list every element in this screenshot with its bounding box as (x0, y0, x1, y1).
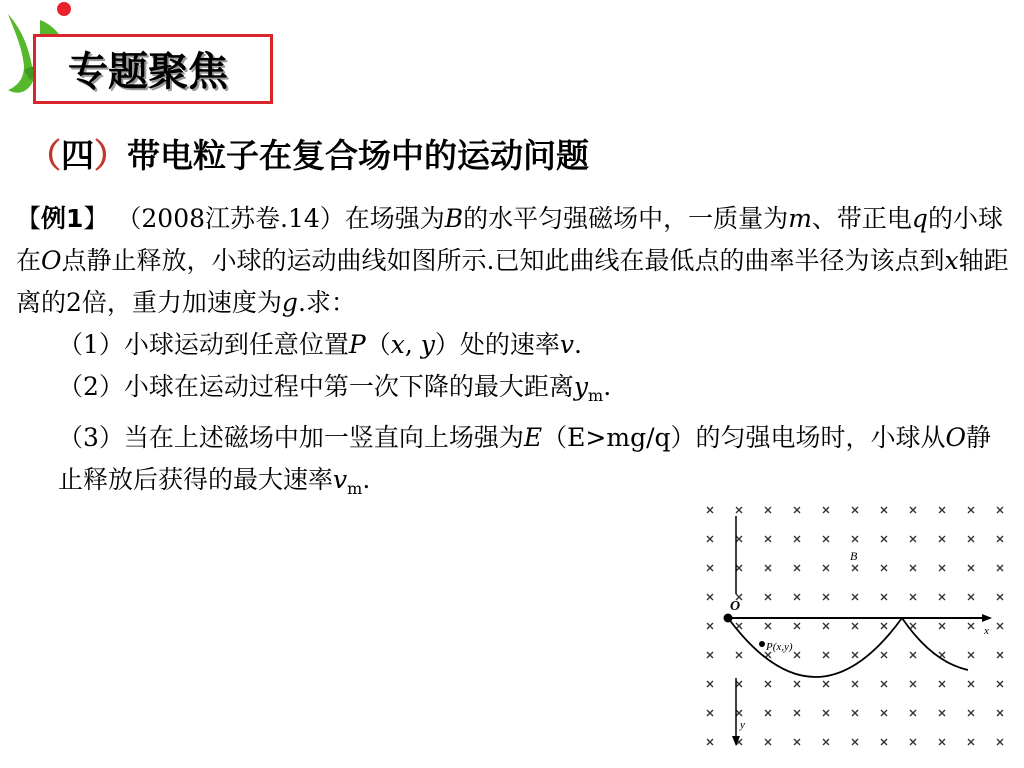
var-B: B (444, 204, 464, 233)
field-cross (852, 565, 858, 571)
field-cross (968, 710, 974, 716)
field-cross (939, 681, 945, 687)
bracket-close: 】 (83, 204, 109, 233)
var-v: v (559, 330, 575, 359)
field-cross (997, 536, 1003, 542)
text-segment: . (362, 465, 371, 494)
field-cross (765, 681, 771, 687)
problem-statement (16, 198, 1016, 324)
field-cross (707, 536, 713, 542)
field-cross (939, 739, 945, 745)
text-segment: 轴距离的2倍，重力加速度为 (16, 246, 1009, 317)
field-cross (881, 739, 887, 745)
field-cross (765, 710, 771, 716)
field-cross (881, 623, 887, 629)
section-title (28, 130, 589, 177)
field-cross (707, 594, 713, 600)
field-cross (881, 536, 887, 542)
field-cross (765, 739, 771, 745)
var-y: y (420, 330, 435, 359)
text-segment: . (603, 372, 612, 401)
field-cross (823, 594, 829, 600)
var-P: P (348, 330, 366, 359)
field-cross (707, 681, 713, 687)
text-segment: . (574, 330, 582, 359)
field-cross (823, 652, 829, 658)
field-cross (881, 507, 887, 513)
label-y: y (740, 719, 745, 731)
text-segment: 在场强为 (344, 204, 445, 233)
question-3 (16, 417, 1016, 510)
text-segment: 、带正电 (811, 204, 912, 233)
field-cross (852, 623, 858, 629)
var-q: q (911, 204, 928, 233)
field-cross (736, 652, 742, 658)
point-P (759, 641, 765, 647)
field-cross (968, 652, 974, 658)
field-cross (997, 565, 1003, 571)
field-cross (823, 565, 829, 571)
section-paren-open: （ (28, 136, 61, 175)
field-cross (736, 536, 742, 542)
section-heading: 带电粒子在复合场中的运动问题 (127, 136, 589, 175)
text-segment: 的小球在 (16, 204, 1003, 275)
field-cross (823, 739, 829, 745)
field-cross (765, 536, 771, 542)
field-cross (823, 681, 829, 687)
field-cross (794, 710, 800, 716)
label-O: O (730, 599, 741, 614)
var-m: m (788, 204, 812, 233)
text-segment: .求： (297, 288, 356, 317)
field-cross (794, 594, 800, 600)
text-segment: ）处的速率 (434, 330, 560, 359)
x-axis-arrow (982, 614, 992, 622)
origin-point (724, 614, 733, 623)
field-cross (968, 507, 974, 513)
field-cross (852, 739, 858, 745)
field-cross (939, 536, 945, 542)
section-paren-close: ） (94, 136, 127, 175)
subscript-m: m (588, 386, 604, 405)
var-x: x (390, 330, 405, 359)
example-label: 例1 (41, 204, 84, 233)
field-cross (852, 652, 858, 658)
field-diagram (700, 500, 1018, 762)
field-cross (910, 739, 916, 745)
field-cross (939, 565, 945, 571)
field-cross (939, 623, 945, 629)
var-y: y (573, 372, 589, 401)
text-segment: （2）小球在运动过程中第一次下降的最大距离 (58, 372, 574, 401)
field-cross (765, 507, 771, 513)
field-cross (707, 710, 713, 716)
field-cross (997, 594, 1003, 600)
field-cross (852, 681, 858, 687)
var-x: x (944, 246, 959, 275)
field-cross (736, 710, 742, 716)
field-cross (910, 507, 916, 513)
text-segment: 的水平匀强磁场中，一质量为 (463, 204, 789, 233)
field-cross (736, 565, 742, 571)
field-cross (794, 681, 800, 687)
field-cross (881, 594, 887, 600)
field-cross (910, 536, 916, 542)
field-cross (939, 507, 945, 513)
text-segment: 静止释放后获得的最大速率 (58, 423, 992, 494)
field-cross (852, 507, 858, 513)
field-cross (910, 623, 916, 629)
var-O: O (41, 246, 62, 275)
field-cross (707, 507, 713, 513)
problem-source: （2008江苏卷.14） (116, 204, 345, 233)
text-segment: （3）当在上述磁场中加一竖直向上场强为 (58, 423, 524, 452)
field-cross (968, 594, 974, 600)
field-cross (997, 652, 1003, 658)
field-cross (794, 739, 800, 745)
field-cross (910, 565, 916, 571)
field-cross (852, 536, 858, 542)
text-segment: , (404, 330, 421, 359)
field-cross (910, 594, 916, 600)
field-cross (968, 623, 974, 629)
bracket-open: 【 (16, 204, 42, 233)
field-cross (968, 681, 974, 687)
field-cross (736, 507, 742, 513)
field-cross (881, 710, 887, 716)
field-cross (794, 565, 800, 571)
problem-text (16, 198, 1016, 510)
label-x: x (984, 625, 989, 637)
field-cross (881, 565, 887, 571)
var-O: O (945, 423, 967, 452)
field-cross (910, 652, 916, 658)
field-cross (823, 536, 829, 542)
field-cross (765, 594, 771, 600)
text-segment: （E>mg/q）的匀强电场时，小球从 (542, 423, 946, 452)
field-cross (707, 623, 713, 629)
field-cross (968, 536, 974, 542)
field-cross (765, 623, 771, 629)
field-cross (997, 507, 1003, 513)
field-cross (939, 594, 945, 600)
field-cross (881, 652, 887, 658)
field-cross (968, 739, 974, 745)
label-B: B (850, 549, 858, 563)
field-cross (823, 710, 829, 716)
text-segment: （1）小球运动到任意位置 (58, 330, 349, 359)
subscript-m: m (347, 479, 363, 498)
label-P: P(x,y) (766, 641, 793, 653)
section-number: 四 (61, 136, 94, 175)
field-cross (794, 536, 800, 542)
field-cross (707, 739, 713, 745)
text-segment: 点静止释放，小球的运动曲线如图所示.已知此曲线在最低点的曲率半径为该点到 (61, 246, 945, 275)
field-cross (852, 594, 858, 600)
field-cross (823, 507, 829, 513)
field-cross (765, 565, 771, 571)
question-1 (16, 324, 1016, 366)
field-cross (852, 710, 858, 716)
field-cross (794, 652, 800, 658)
field-cross (968, 565, 974, 571)
var-v: v (333, 465, 348, 494)
field-cross (910, 681, 916, 687)
trajectory-arc-1 (728, 618, 902, 677)
field-cross (997, 710, 1003, 716)
field-cross (794, 507, 800, 513)
field-cross (997, 739, 1003, 745)
field-cross (707, 652, 713, 658)
field-cross (997, 681, 1003, 687)
field-cross (823, 623, 829, 629)
field-cross (707, 565, 713, 571)
field-cross (881, 681, 887, 687)
var-E: E (523, 423, 543, 452)
field-cross (997, 623, 1003, 629)
field-crosses (707, 507, 1003, 745)
topic-title: 专题聚焦 (68, 49, 228, 95)
field-cross (794, 623, 800, 629)
field-cross (736, 681, 742, 687)
question-2 (16, 366, 1016, 417)
text-segment: （ (365, 330, 391, 359)
field-cross (910, 710, 916, 716)
var-g: g (281, 288, 298, 317)
field-cross (939, 710, 945, 716)
